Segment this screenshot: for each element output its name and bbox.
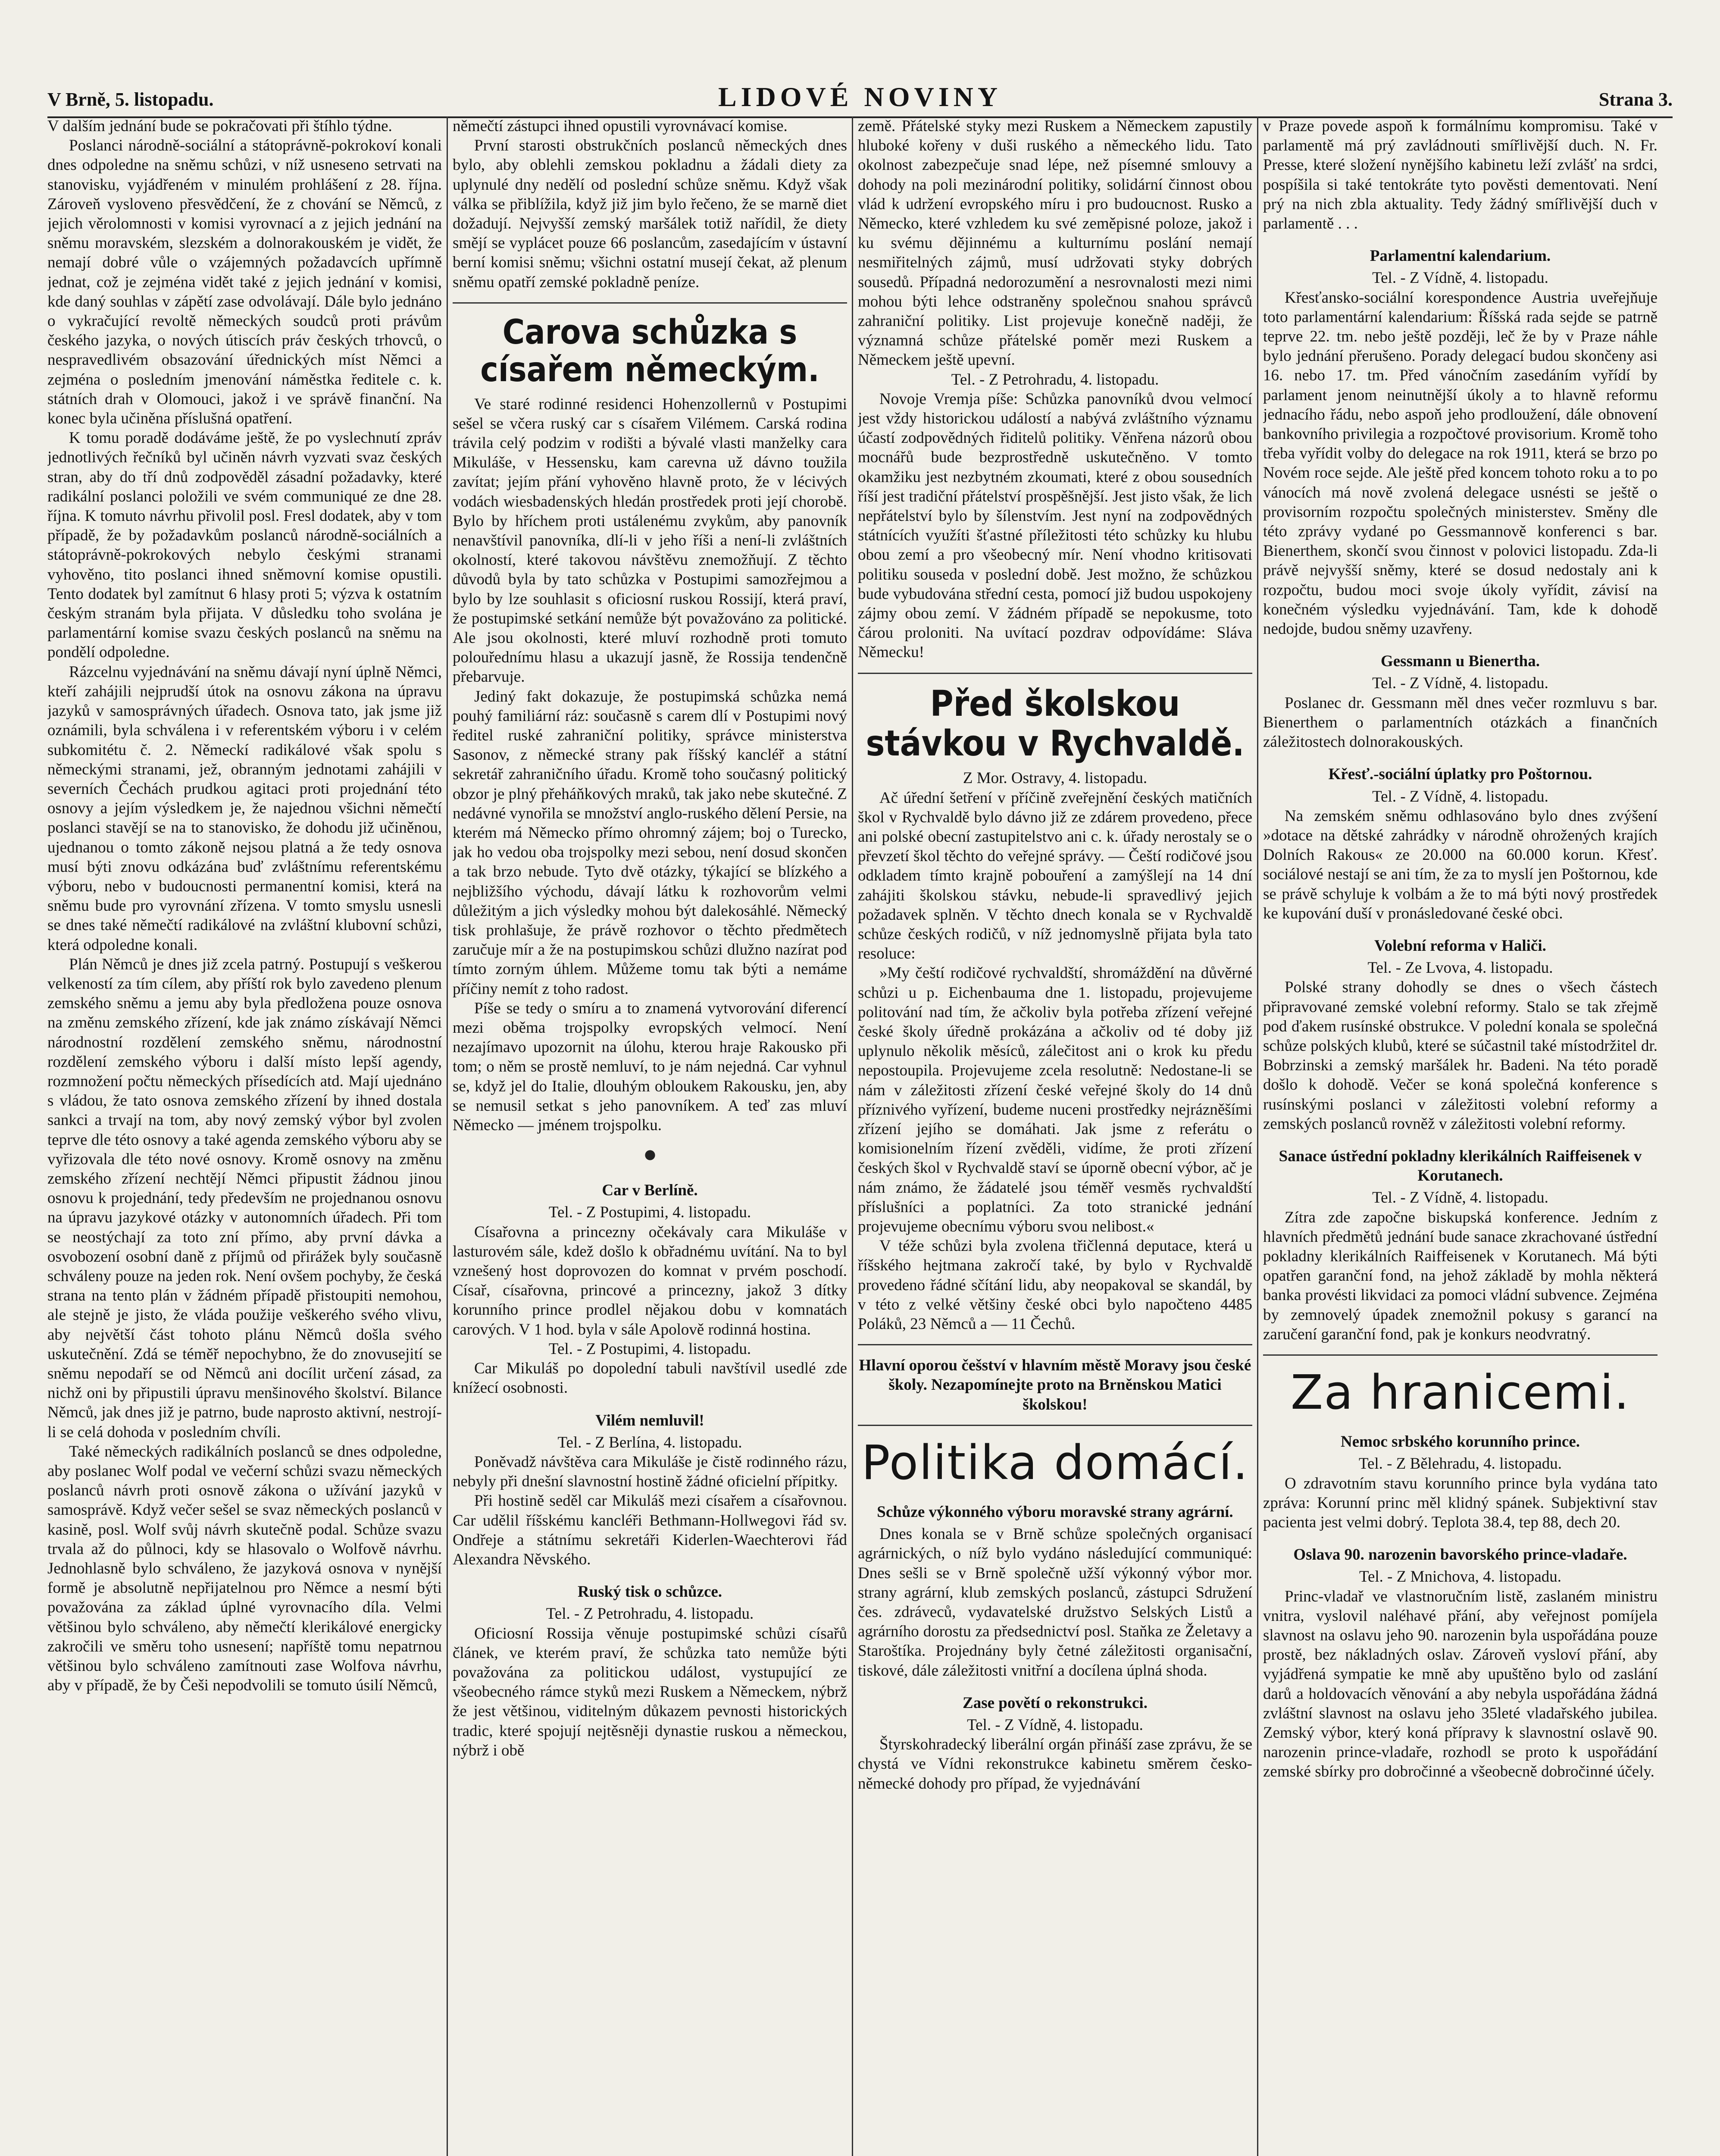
- column-4: [1263, 116, 1657, 2156]
- page-number: Strana 3.: [1598, 89, 1673, 110]
- paragraph: v Praze povede aspoň k formálnímu kompromisu. Také v parlamentě má prý zavládnouti smířlivější duch. N. Fr. Presse, které složení nynějšího kabinetu leží zvlášť na srdci, pospíšila si také tentokráte tyto pověsti dementovati. Není prý na nich zbla aktuality. Tedy žádný smířlivější duch v parlamentě . . .: [1263, 117, 1657, 233]
- dateline: Tel. - Z Vídně, 4. listopadu.: [1372, 1189, 1548, 1207]
- paragraph: K tomu poradě dodáváme ještě, že po vyslechnutí zpráv jednotlivých řečníků byl učiněn návrh vyzvati svaz českých stran, aby do tří dnů zodpověděl zásadní požadavky, které radikální poslanci položili ve svém communiqué ze dne 28. října. K tomuto návrhu přivolil posl. Fresl dodatek, aby v tom případě, že by požadavkům poslanců národně-sociálních a státoprávně-pokrokových nebylo českými stranami vyhověno, tito poslanci ihned sněmovní komise opustili. Tento dodatek byl zamítnut 6 hlasy proti 5; výzva k ostatním českým stranám byla přijata. V důsledku toho svolána je parlamentární komise svazu českých poslanců na sněmu na pondělí odpoledne.: [47, 429, 442, 661]
- paragraph: Plán Němců je dnes již zcela patrný. Postupují s veškerou velkeností za tím cílem, aby příští rok bylo zavedeno plenum zemského sněmu a jemu aby byla předložena pouze osnova na změnu zemského zřízení, kde jak známo získávají Němci národnostní rozdělení zemského sněmu, národnostní rozdělení zemského výboru i další místo lepší agendy, rozmnožení počtu německých přísedících atd. Mají ujednáno s vládou, že tato osnova zemského zřízení by ihned dostala sankci a trvají na tom, aby nový zemský výbor byl zvolen teprve dle této osnovy a také agenda zemského výboru aby se vyřizovala dle této nové osnovy. Kromě osnovy na změnu zemského zřízení nechtějí Němci připustit žádnou jinou osnovu k projednání, tedy především ne projednanou osnovu na úpravu jazykové otázky v autonomních úřadech. Při tom se neostýchají za toto zní přímo, aby první dávka a osvobození osobní daně z příjmů od přirážek byly současně schváleny pouze na jeden rok. Není ovšem pochyby, že česká strana na tento plán v žádném případě přistoupiti nemohou, ale stejně je jisto, že vláda použije veškerého svého vlivu, aby největší část tohoto plánu Němců došla svého uskutečnění. Zdá se téměř nepochybno, že do znovusejití se sněmu nepodaří se od Němců ani docílit určení zásad, za nichž oni by připustili úpravu menšinového školství. Bilance Němců, jak dnes již je patrno, bude naprosto aktivní, nestrojí-li se celá dohoda v posledním chvíli.: [47, 955, 442, 1441]
- column-2: [453, 116, 847, 2156]
- section-title: Car v Berlíně.: [602, 1181, 698, 1200]
- dateline: Tel. - Z Mnichova, 4. listopadu.: [1359, 1568, 1562, 1586]
- column-1: [47, 116, 442, 2156]
- paragraph: Na zemském sněmu odhlasováno bylo dnes zvýšení »dotace na dětské zahrádky v národně ohrožených krajích Dolních Rakous« ze 20.000 na 60.000 korun. Křesť. sociálové nestají se ani tím, že za to myslí jen Poštornou, kde se právě schyluje k volbám a že to má býti nový prostředek ke kupování duší v pronásledované české obci.: [1263, 807, 1657, 922]
- paragraph: Princ-vladař ve vlastnoručním listě, zaslaném ministru vnitra, vyslovil naléhavé přání, aby veřejnost pomíjela slavnost na oslavu jeho 90. narozenin byla uspořádána pouze prostě, bez nákladných oslav. Zároveň vysloví přání, aby vyjádřená sympatie ke mně aby upuštěno bylo od zaslání darů a holdovacích věnování a aby nebyla uspořádána žádná zvláštní slavnost na oslavu jeho 35leté vladařského jubilea. Zemský výbor, který koná přípravy k slavnostní oslavě 90. narozenin prince-vladaře, rozhodl se proto k uspořádání zemské sbírky pro dobročinné a všeobecně dobročinné účely.: [1263, 1587, 1657, 1781]
- paragraph: Ač úřední šetření v příčině zveřejnění českých matičních škol v Rychvaldě bylo dávno již ze zdárem provedeno, přece ani polské obecní zastupitelstvo ani c. k. úřady nerostaly se o převzetí škol těchto do veřejné správy. — Čeští rodičové jsou odkladem tímto krajně pobouření a zamýšlejí na 14 dní zahájiti školskou stávku, nebude-li spravedlivý jejich požadavek splněn. V těchto dnech konala se v Rychvaldě schůze českých rodičů, v níž jednomyslně přijata byla tato resoluce:: [858, 789, 1252, 963]
- dateline: Tel. - Z Berlína, 4. listopadu.: [557, 1433, 742, 1451]
- section-title: Vilém nemluvil!: [595, 1411, 704, 1429]
- dateline: Tel. - Z Vídně, 4. listopadu.: [967, 1716, 1143, 1734]
- dateline: Tel. - Z Vídně, 4. listopadu.: [1372, 674, 1548, 693]
- paragraph: Píše se tedy o smíru a to znamená vytvorování diferencí mezi oběma trojspolky evropských velmocí. Není nezajímavo upozornit na úlohu, kterou hraje Rakousko při tom; o něm se prostě nemluví, to je nám nejedná. Car vyhnul se, když jel do Italie, dlouhým obloukem Rakousku, jen, aby se nemusil setkat s jeho panovníkem. A teď zas mluví Německo — jménem trojspolku.: [453, 999, 847, 1134]
- paragraph: Novoje Vremja píše: Schůzka panovníků dvou velmocí jest vždy historickou událostí a nabývá zvláštního významu účastí zodpovědných řiditelů politiky. Věnřena názorů obou mocnářů bude bezprostředně uskutečněno. V tomto okamžiku jest nezbytném zkoumati, které z obou sousedních říší jest tradiční přátelství prospěšnější. Jest jisto však, že lich nepřátelství bylo by šílenstvím. Jest nyní na zodpovědných státnících využíti šťastné příležitosti této schůzky ku hlubu obou zemí a pro všeobecný mír. Není vhodno kritisovati politiku souseda v poslední době. Jest možno, že schůzkou bude vybudována střední cesta, pomocí již budou uspokojeny zájmy obou zemí. V žádném případě se nepokusme, toto čárou proloniti. Na uvítací pozdrav odpovídáme: Sláva Německu!: [858, 390, 1252, 661]
- paragraph: Dnes konala se v Brně schůze společných organisací agrárnických, o níž bylo vydáno následující communiqué: Dnes sešli se v Brně společně užší výkonný výbor mor. strany agrární, klub zemských poslanců, zástupci Sdružení čes. zdráveců, vydavatelské družstvo Selských Listů a agrárního dorostu za předsednictví posl. Staňka ze Želetavy a Staroštíka. Projednány byly četné záležitosti organisační, tiskové, dále záležitosti vnitřní a docílena úplná shoda.: [858, 1525, 1252, 1680]
- divider: [1263, 1354, 1657, 1356]
- paragraph: Polské strany dohodly se dnes o všech částech připravované zemské volební reformy. Stalo se tak zřejmě pod ďakem rusínské obstrukce. V polední konala se společná schůze polských klubů, které se súčastnil také místodržitel dr. Bobrzinski a zemský maršálek hr. Badeni. Na této poradě došlo k dohodě. Večer se koná společná konference s rusínskými poslanci v záležitosti volební reformy a zemských poslanců rovněž v záležitosti volební reformy.: [1263, 978, 1657, 1133]
- columns: [47, 116, 1673, 2156]
- headline-car-schuzka: Carova schůzka s císařem německým.: [480, 313, 819, 390]
- column-rule: [1257, 116, 1258, 2156]
- headline-za-hranicemi: Za hranicemi.: [1290, 1364, 1630, 1420]
- dateline: Tel. - Ze Lvova, 4. listopadu.: [1367, 959, 1553, 977]
- dateline: Tel. - Z Vídně, 4. listopadu.: [1372, 269, 1548, 287]
- notice-box: Hlavní oporou češství v hlavním městě Moravy jsou české školy. Nezapomínejte proto na Brněnskou Matici školskou!: [859, 1357, 1251, 1413]
- divider: [858, 673, 1252, 674]
- paragraph: Jediný fakt dokazuje, že postupimská schůzka nemá pouhý familiární ráz: současně s carem dlí v Postupimi nový ředitel ruské zahraniční politiky, správce ministerstva Sasonov, z německé strany pak říšský kancléř a státní sekretář zahraničního úřadu. Kromě toho současný politický obzor je plný přeháňkových mraků, tak jako nebe skutečné. Z nedávné vynořila se množství anglo-ruského dělení Persie, na kterém má Německo přímo ohromný zájem; boj o Turecko, jak ho vedou oba trojspolky mezi sebou, není dosud skončen a tak brzo nebude. Tyto dvě otázky, týkající se blízkého a nejbližšího východu, dávají látku k rozhovorům velmi důležitým a jich výsledky mohou být dalekosáhlé. Německý tisk prohlašuje, že právě rozhovor o těchto předmětech zaručuje mír a že na postupimskou schůzi dlužno nazírat pod tímto zorným úhlem. Můžeme tomu tak býti a nemáme příčiny nemít z toho radost.: [453, 687, 847, 998]
- dateline: Tel. - Z Vídně, 4. listopadu.: [1372, 787, 1548, 805]
- dateline: Tel. - Z Petrohradu, 4. listopadu.: [951, 370, 1159, 389]
- ornament-icon: [638, 1143, 663, 1168]
- column-rule: [852, 116, 853, 2156]
- paragraph: Císařovna a princezny očekávaly cara Mikuláše v lasturovém sále, kdež došlo k obřadnému uvítání. Na to byl vznešený host doprovozen do komnat v prvém poschodí. Císař, císařovna, princové a princezny, jakož 3 dítky korunního prince prodlel nějakou dobu v komnatách carových. V 1 hod. byla v sále Apolově rodinná hostina.: [453, 1223, 847, 1338]
- paragraph: V téže schůzi byla zvolena třičlenná deputace, která u říšského hejtmana zakročí také, by bylo v Rychvaldě provedeno řádné sčítání lidu, aby neopakoval se skandál, by v této z velké většiny české obci bylo napočteno 4485 Poláků, 23 Němců a — 11 Čechů.: [858, 1237, 1252, 1333]
- dateline: Tel. - Z Postupimi, 4. listopadu.: [548, 1203, 751, 1222]
- section-title: Ruský tisk o schůzce.: [577, 1583, 722, 1601]
- dateline: Z Mor. Ostravy, 4. listopadu.: [963, 769, 1148, 787]
- dateline: Tel. - Z Postupimi, 4. listopadu.: [548, 1340, 751, 1358]
- paragraph: země. Přátelské styky mezi Ruskem a Německem zapustily hluboké kořeny v duši ruského a německého lidu. Tato okolnost zabezpečuje snad lépe, než písemné smlouvy a dohody na poli mezinárodní politiky, solidární činnost obou vlád k udržení evropského míru i pro budoucnost. Rusko a Německo, které vzhledem ku své zeměpisné poloze, jakož i ku svému dějinnému a kulturnímu poslání nemají nesmiřitelných zájmů, musí udržovati styky dobrých sousedů. Případná nedorozumění a nesrovnalosti mezi nimi mohou býti lehce odstraněny společnou snahou správců zahraniční politiky. List projevuje konečně naději, že významná schůze přátelské poměr mezi Ruskem a Německem ještě upevní.: [858, 117, 1252, 369]
- paragraph: »My čeští rodičové rychvaldští, shromáždění na důvěrné schůzi u p. Eichenbauma dne 1. listopadu, projevujeme politování nad tím, že ačkoliv byla potřeba zřízení veřejné české školy úředně prokázána a ačkoliv od té doby již uplynulo několik měsíců, zálečitost ani o krok ku předu nepostoupila. Projevujeme zcela resolutně: Nedostane-li se nám v záležitosti zřízení české veřejné školy do 14 dnů příznivého vyřízení, budeme nuceni prostředky nejrázněšími zřízení jejího se domáhati. Jak jsme z referátu o komisionelním řízení zvěděli, vidíme, že proti zřízení českých škol v Rychvaldě staví se úporně obecní výbor, ač je nám známo, že žádatelé jsou téměř vesměs rychvaldští příslušníci a poplatníci. Za toto stranické jednání projevujeme obecnímu výboru svou nelibost.«: [858, 964, 1252, 1236]
- paragraph: V dalším jednání bude se pokračovati při štíhlo týdne.: [47, 117, 392, 135]
- paragraph: Poslanec dr. Gessmann měl dnes večer rozmluvu s bar. Bienerthem o parlamentních otázkách a finančních záležitostech dolnorakouských.: [1263, 694, 1657, 751]
- section-title: Nemoc srbského korunního prince.: [1340, 1433, 1580, 1451]
- paragraph: Poslanci národně-sociální a státoprávně-pokrokoví konali dnes odpoledne na sněmu schůzi, v níž usneseno setrvati na stanovisku, vyjádřeném v minulém prohlášení z 28. října. Zároveň vysloveno přesvědčení, že z chování se Němců, z jejich věrolomnosti v komisi vyrovnací a z jejich jednání na sněmu moravském, slezském a dolnorakouském je vidět, že nemají dobré vůle o vzájemných požadavcích upřímně jednat, což je zejména vidět také z jejich jednání v komisi, kde daný souhlas v zápětí zase odvolávají. Dále bylo jednáno o vykračující revoltě německých soudců proti právům českého jazyka, o nových útiscích práv českých trhovců, o nespravedlivém obsazování úřednických míst Němci a zejména o posledním jmenování náměstka ředitele c. k. státních drah v Olomouci, jakož i ve správě finanční. Na konec byla učiněna příslušná opatření.: [47, 137, 442, 428]
- column-3: [858, 116, 1252, 2156]
- headline-skolska-stavka: Před školskou stávkou v Rychvaldě.: [866, 683, 1245, 764]
- section-title: Gessmann u Bienertha.: [1380, 652, 1540, 671]
- section-title: Schůze výkonného výboru moravské strany agrární.: [877, 1503, 1233, 1521]
- page-header: [47, 0, 1673, 118]
- paragraph: Štyrskohradecký liberální orgán přináší zase zprávu, že se chystá ve Vídni rekonstrukce kabinetu směrem česko-německé dohody pro případ, že vyjednávání: [858, 1736, 1252, 1792]
- masthead: LIDOVÉ NOVINY: [718, 81, 1002, 112]
- paragraph: První starosti obstrukčních poslanců německých dnes bylo, aby oblehli zemskou pokladnu a žádali diety za uplynulé dny nedělí od poslední schůze sněmu. Když však válka se přiblížila, když již jim bylo řečeno, že se marně diet dožadují. Nejvyšší zemský maršálek totiž nařídil, že diety smějí se vyplácet pouze 66 poslancům, zasedajícím v ústavní berní komisi sněmu; všichni ostatní musejí čekat, až plenum sněmu opatří zemské pokladně peníze.: [453, 137, 847, 291]
- divider: [858, 1344, 1252, 1345]
- issue-date: V Brně, 5. listopadu.: [47, 89, 214, 110]
- paragraph: Zítra zde započne biskupská konference. Jedním z hlavních předmětů jednání bude sanace zkrachované ústřední pokladny klerikálních Raiffeisenek v Korutanech. Má býti opatřen garanční fond, na jehož základě by mohla některá banka provésti likvidaci za pomoci vládní subvence. Zejména by zemnovelý úpadek znemožnil pokusy s garancí na zaručení garanční fond, pak je konkurs neodvratný.: [1263, 1208, 1657, 1343]
- paragraph: Poněvadž návštěva cara Mikuláše je čistě rodinného rázu, nebyly při dnešní slavnostní hostině žádné oficielní přípitky.: [453, 1453, 847, 1491]
- section-title: Volební reforma v Haliči.: [1374, 937, 1546, 955]
- section-title: Křesť.-sociální úplatky pro Poštornou.: [1328, 765, 1592, 783]
- paragraph: Oficiosní Rossija věnuje postupimské schůzi císařů článek, ve kterém praví, že schůzka tato nemůže býti považována za politickou událost, vystupující ze všeobecného rámce styků mezi Ruskem a Německem, nýbrž že jest většinou, viditelným důkazem pevnosti historických tradic, které spojují nejtěsněji dynastie ruskou a německou, nýbrž i obě: [453, 1624, 847, 1759]
- divider: [858, 1425, 1252, 1426]
- section-title: Sanace ústřední pokladny klerikálních Raiffeisenek v Korutanech.: [1279, 1147, 1642, 1185]
- paragraph: Také německých radikálních poslanců se dnes odpoledne, aby poslanec Wolf podal ve večerní schůzi svazu německých poslanců návrh proti osnově zákona o užívání jazyků v samosprávě. Když večer sešel se svaz německých poslanců v kasině, posl. Wolf svůj návrh skutečně podal. Schůze svazu trvala až do půlnoci, kdy se hlasovalo o Wolfově návrhu. Jednohlasně bylo schváleno, že jazyková osnova v nynější formě je absolutně nepřijatelnou pro Němce a nesmí býti považována za základ úplné vyrovnacího díla. Velmi většinou bylo schváleno, aby němečtí klerikálové energicky zakročili ve směru toho usnesení; napříště tomu nepatrnou většinou bylo schváleno zamítnouti zase Wolfova návrhu, aby v případě, že by Češi nepodvolili se tomuto úsilí Němců,: [47, 1442, 442, 1695]
- dateline: Tel. - Z Bělehradu, 4. listopadu.: [1358, 1455, 1562, 1473]
- divider: [453, 302, 847, 304]
- paragraph: Car Mikuláš po dopolední tabuli navštívil usedlé zde knížecí osobnosti.: [453, 1360, 847, 1397]
- paragraph: Při hostině seděl car Mikuláš mezi císařem a císařovnou. Car udělil říšskému kancléři Bethmann-Hollwegovi řád sv. Ondřeje a státnímu sekretáři Kiderlen-Waechterovi řád Alexandra Něvského.: [453, 1492, 847, 1568]
- paragraph: Křesťansko-sociální korespondence Austria uveřejňuje toto parlamentární kalendarium: Říšská rada sejde se patrně teprve 22. tm. nebo ještě později, leč že by v Praze náhle bylo jednání přerušeno. Porady delegací budou skončeny asi 16. nebo 17. tm. Před vánočním zasedáním vyřídí by parlament jenom neinutnější úkoly a to hlavně reformu jednacího řádu, nebo aspoň jeho prodloužení, dále obnovení bankovního privilegia a rozpočtové provisorium. Kromě toho třeba vyřídit volby do delegace na rok 1911, která se brzo po Novém roce sejde. Ale ještě před koncem tohoto roku a to po vánocích má nově zvolená delegace usnésti se ještě o provisorním rozpočtu společných ministerstev. Směny dle této zprávy vydané po Gessmannově konferenci s bar. Bienerthem, skončí svou činnost v polovici listopadu. Zda-li právě nejvyšší sněmy, které se dosud nedostaly ani k rozpočtu, budou moci svoje úkoly vyřídit, závisí na konečném výsledku vyjednávání. Tam, kde k dohodě nedojde, budou sněmy uzavřeny.: [1263, 288, 1657, 638]
- paragraph: Ve staré rodinné residenci Hohenzollernů v Postupimi sešel se včera ruský car s císařem Vilémem. Carská rodina trávila celý podzim v rodišti a bývalé vlasti manželky cara Mikuláše, v Hessensku, kam carevna už dávno toužila zavítat; jejím přání vyhověno hlavně proto, že v lécivých vodách wiesbadenských hledán prostředek proti její chorobě. Bylo by hříchem proti ustálenému zvykům, aby panovník nenavštívil panovníka, dlí-li v jeho říši a není-li zvláštních okolností, které takovou návštěvu znemožňují. Z těchto důvodů byla by tato schůzka v Postupimi samozřejmou a bylo by lze souhlasit s oficiosní ruskou Rossijí, která praví, že postupimské setkání nemůže být považováno za politické. Ale jsou okolnosti, které mluví rozhodně proti tomuto polouřednímu hlasu a ukazují jasně, že Rossija tendenčně přebarvuje.: [453, 395, 847, 686]
- section-title: Oslava 90. narozenin bavorského prince-vladaře.: [1293, 1546, 1627, 1564]
- section-title: Zase povětí o rekonstrukci.: [963, 1694, 1148, 1712]
- section-title: Parlamentní kalendarium.: [1370, 247, 1551, 265]
- paragraph: němečtí zástupci ihned opustili vyrovnávací komise.: [453, 117, 788, 135]
- dateline: Tel. - Z Petrohradu, 4. listopadu.: [546, 1605, 754, 1623]
- headline-politika-domaci: Politika domácí.: [861, 1435, 1249, 1490]
- paragraph: Rázcelnu vyjednávání na sněmu dávají nyní úplně Němci, kteří zahájili nejprudší útok na osnovu zákona na úpravu jazyků v samosprávných úřadech. Osnova tato, jak jsme již oznámili, byla schválena i v referentském výboru i v celém subkomitétu č. 2. Německí radikálové však spolu s německými stranami, jež, obranným jednotami zahájili v severních Čechách prudkou agitaci proti projednání této osnovy a jejím výsledkem je, že najednou všichni němečtí poslanci stavějí se na to stanovisko, že dohodu již učiněnou, ujednanou o tomto zákoně nejsou platná a že tedy osnova musí býti znovu odkázána buď zvláštnímu referentskému výboru, nebo v budoucnosti permanentní komisi, která na sněmu bude pro vyrovnání zřízena. V tomto smyslu usnesli se dnes také němečtí radikálové na zvláštní klubovní schůzi, která odpoledne konali.: [47, 663, 442, 954]
- paragraph: O zdravotním stavu korunního prince byla vydána tato zpráva: Korunní princ měl klidný spánek. Subjektivní stav pacienta jest velmi dobrý. Teplota 38.4, tep 88, dech 20.: [1263, 1474, 1657, 1531]
- column-rule: [447, 116, 448, 2156]
